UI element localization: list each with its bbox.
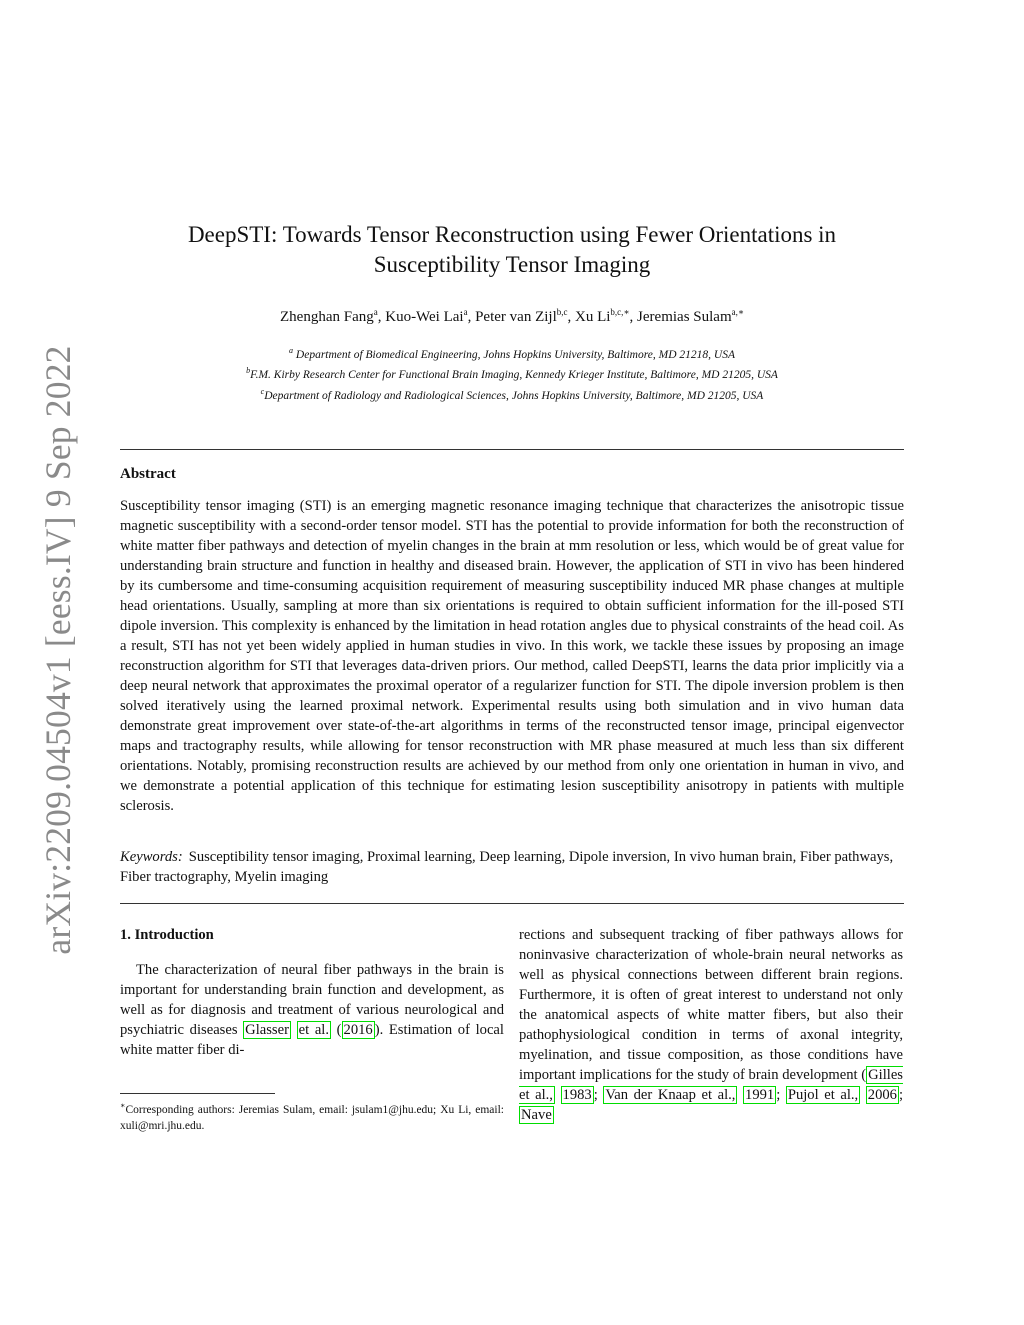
- top-divider: [120, 449, 904, 450]
- citation-link[interactable]: Gilles et al.,: [519, 1067, 903, 1103]
- citation-link[interactable]: Van der Knaap et al.,: [605, 1087, 736, 1103]
- affiliation: $^b$F.M. Kirby Research Center for Functional Brain Imaging, Kennedy Krieger Institute, Baltimore, MD 21205, USA: [246, 366, 778, 382]
- affiliation: $^c$Department of Radiology and Radiological Sciences, Johns Hopkins University, Baltimore, MD 21205, USA: [260, 386, 764, 402]
- citation-link[interactable]: Pujol et al.,: [787, 1087, 859, 1103]
- affiliation: $^a$ Department of Biomedical Engineering, Johns Hopkins University, Baltimore, MD 21218, USA: [289, 346, 735, 361]
- citation-link[interactable]: Glasser: [245, 1022, 289, 1038]
- abstract-text: Susceptibility tensor imaging (STI) is an emerging magnetic resonance imaging technique that characterizes the anisotropic tissue magnetic susceptibility with a second-order tensor model. STI has the potential to provide information for both the reconstruction of white matter fiber pathways and detection of myelin changes in the brain at mm resolution or less, which would be of great value for understanding brain structure and function in healthy and diseased brain. However, the application of STI in vivo has been hindered by its cumbersome and time-consuming acquisition requirement of measuring susceptibility induced MR phase changes at multiple head orientations. Usually, sampling at more than six orientations is required to obtain sufficient information for the ill-posed STI dipole inversion. This complexity is enhanced by the limitation in head rotation angles due to physical constraints of the head coil. As a result, STI has not yet been widely applied in human studies in vivo. In this work, we tackle these issues by proposing an image reconstruction algorithm for STI that leverages data-driven priors. Our method, called DeepSTI, learns the data prior implicitly via a deep neural network that approximates the proximal operator of a regularizer function for STI. The dipole inversion problem is then solved iteratively using the learned proximal network. Experimental results using both simulation and in vivo human data demonstrate great improvement over state-of-the-art algorithms in terms of the reconstructed tensor image, principal eigenvector maps and tractography results, while allowing for tensor reconstruction with MR phase measured at much less than six different orientations. Notably, promising reconstruction results are achieved by our method from only one orientation in human in vivo, and we demonstrate a potential application of this technique for estimating lesion susceptibility anisotropy in patients with multiple sclerosis.: [120, 498, 904, 814]
- left-column: [120, 925, 504, 1060]
- author: Kuo-Wei Lai$^a$,: [385, 307, 476, 325]
- author: Zhenghan Fang$^a$,: [280, 307, 386, 325]
- footnote: ∗Corresponding authors: Jeremias Sulam, email: jsulam1@jhu.edu; Xu Li, email: xuli@mri.jhu.edu.: [120, 1101, 504, 1132]
- author-list: [120, 307, 904, 326]
- title-line-2: Susceptibility Tensor Imaging: [373, 252, 651, 277]
- keywords-divider: [120, 903, 904, 904]
- keywords-label: Keywords:: [120, 849, 183, 865]
- author: Jeremias Sulam$^{a,∗}$: [637, 307, 744, 325]
- citation-link[interactable]: 1983: [562, 1087, 592, 1103]
- section-heading-introduction: 1. Introduction: [120, 927, 214, 943]
- author: Peter van Zijl$^{b,c}$,: [475, 307, 575, 325]
- citation-link[interactable]: 2016: [343, 1022, 373, 1038]
- citation-link[interactable]: Nave: [521, 1107, 552, 1123]
- paper-title: [120, 220, 904, 280]
- intro-paragraph: The characterization of neural fiber pathways in the brain is important for understanding brain function and development, as well as for diagnosis and treatment of various neurological and psychiatric diseases Glasser et al. ( 2016 ). Estimation of local white matter fiber di-: [120, 962, 504, 1058]
- author: Xu $Li^{b,c,∗}$,: [575, 307, 638, 325]
- citation-link[interactable]: 2006: [867, 1087, 897, 1103]
- citation-link[interactable]: 1991: [745, 1087, 775, 1103]
- abstract-heading: Abstract: [120, 466, 176, 482]
- footnote-divider: [120, 1093, 275, 1094]
- right-column: [519, 925, 903, 1125]
- arxiv-identifier: arXiv:2209.04504v1 [eess.IV] 9 Sep 2022: [38, 345, 78, 955]
- keywords-text: Susceptibility tensor imaging, Proximal learning, Deep learning, Dipole inversion, In vivo human brain, Fiber pathways, Fiber tractography, Myelin imaging: [120, 849, 894, 885]
- intro-paragraph-continued: rections and subsequent tracking of fiber pathways allows for noninvasive characterization of whole-brain neural networks as well as physical connections between different brain regions. Furthermore, it is often of great interest to understand not only the anatomical aspects of white matter fibers, but also their pathophysiological condition in terms of axonal integrity, myelination, and tissue composition, as those conditions have important implications for the study of brain development ( Gilles et al., 1983 ; Van der Knaap et al., 1991 ; Pujol et al., 2006 ; Nave: [519, 927, 904, 1123]
- citation-link[interactable]: et al.: [298, 1022, 329, 1038]
- keywords: [120, 847, 904, 887]
- affiliations: [120, 343, 904, 404]
- title-line-1: DeepSTI: Towards Tensor Reconstruction using Fewer Orientations in: [187, 222, 837, 247]
